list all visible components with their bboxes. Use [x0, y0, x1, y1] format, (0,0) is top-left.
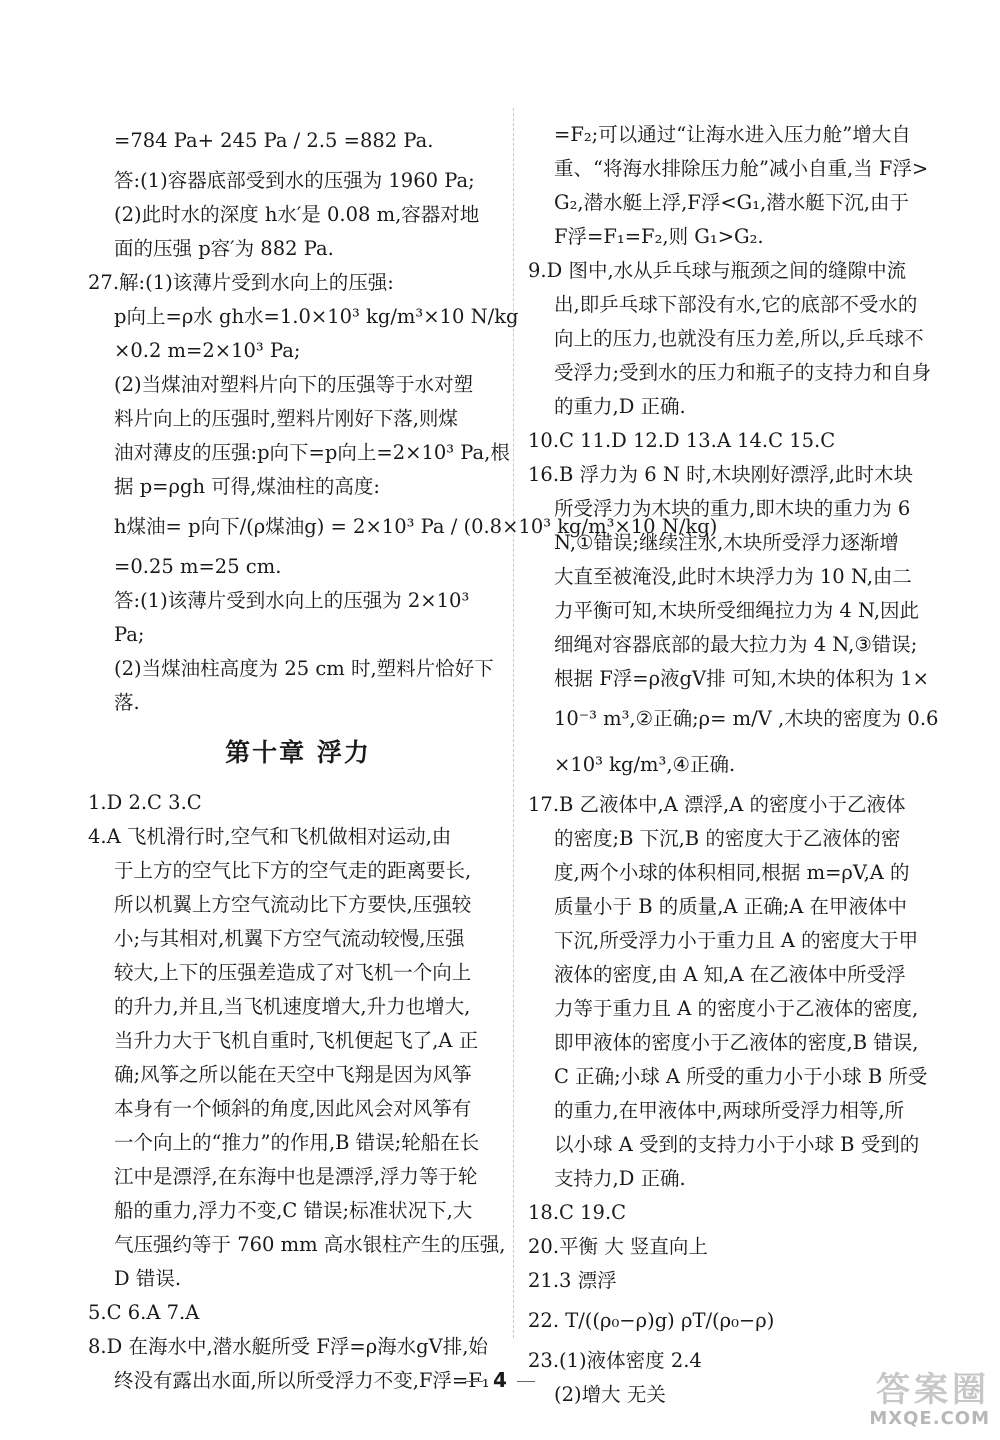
answer-line: 料片向上的压强时,塑料片刚好下落,则煤	[114, 407, 458, 430]
column-divider	[513, 108, 514, 1338]
answer-line: ×10³ kg/m³,④正确.	[554, 753, 736, 776]
answer-line: 于上方的空气比下方的空气走的距离要长,	[114, 859, 472, 882]
answer-line: (2)此时水的深度 h水′是 0.08 m,容器对地	[114, 203, 480, 226]
answer-line: 大直至被淹没,此时木块浮力为 10 N,由二	[554, 565, 912, 588]
answer-line: 5.C 6.A 7.A	[88, 1301, 200, 1324]
answer-line: 18.C 19.C	[528, 1201, 627, 1224]
formula-line: 22. T/((ρ₀−ρ)g) ρT/(ρ₀−ρ)	[528, 1309, 775, 1332]
answer-line: 液体的密度,由 A 知,A 在乙液体中所受浮	[554, 963, 906, 986]
answer-line: 1.D 2.C 3.C	[88, 791, 202, 814]
answer-line: 一个向上的“推力”的作用,B 错误;轮船在长	[114, 1131, 480, 1154]
answer-line: D 错误.	[114, 1267, 182, 1290]
question-4-heading: 4.A 飞机滑行时,空气和飞机做相对运动,由	[88, 825, 452, 848]
answer-line: 所受浮力为木块的重力,即木块的重力为 6	[554, 497, 911, 520]
answer-line: 质量小于 B 的质量,A 正确;A 在甲液体中	[554, 895, 908, 918]
watermark-url: MXQE.COM	[869, 1408, 990, 1429]
answer-line: 据 p=ρgh 可得,煤油柱的高度:	[114, 475, 380, 498]
answer-line: 的重力,D 正确.	[554, 395, 686, 418]
answer-line: 的升力,并且,当飞机速度增大,升力也增大,	[114, 995, 471, 1018]
answer-line: 当升力大于飞机自重时,飞机便起飞了,A 正	[114, 1029, 479, 1052]
formula-line: h煤油= p向下/(ρ煤油g) = 2×10³ Pa / (0.8×10³ kg/m³×10 N/kg)	[114, 515, 718, 538]
answer-line: 终没有露出水面,所以所受浮力不变,F浮=F₁	[114, 1369, 490, 1392]
answer-line: 答:(1)容器底部受到水的压强为 1960 Pa;	[114, 169, 475, 192]
answer-line: 油对薄皮的压强:p向下=p向上=2×10³ Pa,根	[114, 441, 510, 464]
answer-line: N,①错误;继续注水,木块所受浮力逐渐增	[554, 531, 899, 554]
answer-line: (2)当煤油对塑料片向下的压强等于水对塑	[114, 373, 474, 396]
answer-line: 答:(1)该薄片受到水向上的压强为 2×10³	[114, 589, 470, 612]
question-9-heading: 9.D 图中,水从乒乓球与瓶颈之间的缝隙中流	[528, 259, 907, 282]
answer-line: 重、“将海水排除压力舱”减小自重,当 F浮>	[554, 157, 929, 180]
answer-line: F浮=F₁=F₂,则 G₁>G₂.	[554, 225, 764, 248]
answer-line: 支持力,D 正确.	[554, 1167, 686, 1190]
watermark	[790, 1372, 990, 1434]
question-27-heading: 27.解:(1)该薄片受到水向上的压强:	[88, 271, 394, 294]
answer-line: (2)增大 无关	[554, 1383, 666, 1406]
footer-dash-left	[465, 1381, 483, 1382]
answer-line: 船的重力,浮力不变,C 错误;标准状况下,大	[114, 1199, 473, 1222]
answer-line: 受浮力;受到水的压力和瓶子的支持力和自身	[554, 361, 932, 384]
answer-line: 气压强约等于 760 mm 高水银柱产生的压强,	[114, 1233, 506, 1256]
answer-line: ×0.2 m=2×10³ Pa;	[114, 339, 301, 362]
answer-line: =784 Pa+ 245 Pa / 2.5 =882 Pa.	[114, 129, 434, 152]
answer-line: 力等于重力且 A 的密度小于乙液体的密度,	[554, 997, 919, 1020]
question-8-heading: 8.D 在海水中,潜水艇所受 F浮=ρ海水gV排,始	[88, 1335, 488, 1358]
answer-line: p向上=ρ水 gh水=1.0×10³ kg/m³×10 N/kg	[114, 305, 519, 328]
answer-line: 以小球 A 受到的支持力小于小球 B 受到的	[554, 1133, 920, 1156]
answer-line: (2)当煤油柱高度为 25 cm 时,塑料片恰好下	[114, 657, 494, 680]
page-number: 4	[493, 1368, 507, 1392]
answer-line: 21.3 漂浮	[528, 1269, 617, 1292]
question-16-heading: 16.B 浮力为 6 N 时,木块刚好漂浮,此时木块	[528, 463, 914, 486]
answer-line: =F₂;可以通过“让海水进入压力舱”增大自	[554, 123, 911, 146]
answer-line: 的重力,在甲液体中,两球所受浮力相等,所	[554, 1099, 905, 1122]
answer-line: 向上的压力,也就没有压力差,所以,乒乓球不	[554, 327, 924, 350]
answer-line: C 正确;小球 A 所受的重力小于小球 B 所受	[554, 1065, 928, 1088]
chapter-title: 第十章 浮力	[225, 738, 371, 767]
answer-line: 确;风筝之所以能在天空中飞翔是因为风筝	[114, 1063, 472, 1086]
answer-line: 20.平衡 大 竖直向上	[528, 1235, 708, 1258]
question-17-heading: 17.B 乙液体中,A 漂浮,A 的密度小于乙液体	[528, 793, 906, 816]
answer-line: 本身有一个倾斜的角度,因此风会对风筝有	[114, 1097, 472, 1120]
answer-line: 力平衡可知,木块所受细绳拉力为 4 N,因此	[554, 599, 920, 622]
answer-line: 即甲液体的密度小于乙液体的密度,B 错误,	[554, 1031, 919, 1054]
answer-line: 面的压强 p容′为 882 Pa.	[114, 237, 334, 260]
answer-line: 小;与其相对,机翼下方空气流动较慢,压强	[114, 927, 465, 950]
answer-line: Pa;	[114, 623, 145, 646]
watermark-logo: 答案圈	[876, 1370, 990, 1410]
answer-line: 23.(1)液体密度 2.4	[528, 1349, 702, 1372]
formula-line: 10⁻³ m³,②正确;ρ= m/V ,木块的密度为 0.6	[554, 707, 939, 730]
answer-line: 的密度;B 下沉,B 的密度大于乙液体的密	[554, 827, 901, 850]
answer-line: 度,两个小球的体积相同,根据 m=ρV,A 的	[554, 861, 910, 884]
answer-line: 根据 F浮=ρ液gV排 可知,木块的体积为 1×	[554, 667, 929, 690]
footer-dash-right	[517, 1381, 535, 1382]
right-column	[528, 118, 948, 1412]
answer-line: =0.25 m=25 cm.	[114, 555, 282, 578]
answer-line: 较大,上下的压强差造成了对飞机一个向上	[114, 961, 472, 984]
answer-line: G₂,潜水艇上浮,F浮<G₁,潜水艇下沉,由于	[554, 191, 909, 214]
answer-line: 所以机翼上方空气流动比下方要快,压强较	[114, 893, 472, 916]
answer-line: 10.C 11.D 12.D 13.A 14.C 15.C	[528, 429, 836, 452]
answer-line: 出,即乒乓球下部没有水,它的底部不受水的	[554, 293, 918, 316]
answer-line: 细绳对容器底部的最大拉力为 4 N,③错误;	[554, 633, 918, 656]
answer-line: 江中是漂浮,在东海中也是漂浮,浮力等于轮	[114, 1165, 478, 1188]
answer-line: 下沉,所受浮力小于重力且 A 的密度大于甲	[554, 929, 919, 952]
answer-line: 落.	[114, 691, 140, 714]
